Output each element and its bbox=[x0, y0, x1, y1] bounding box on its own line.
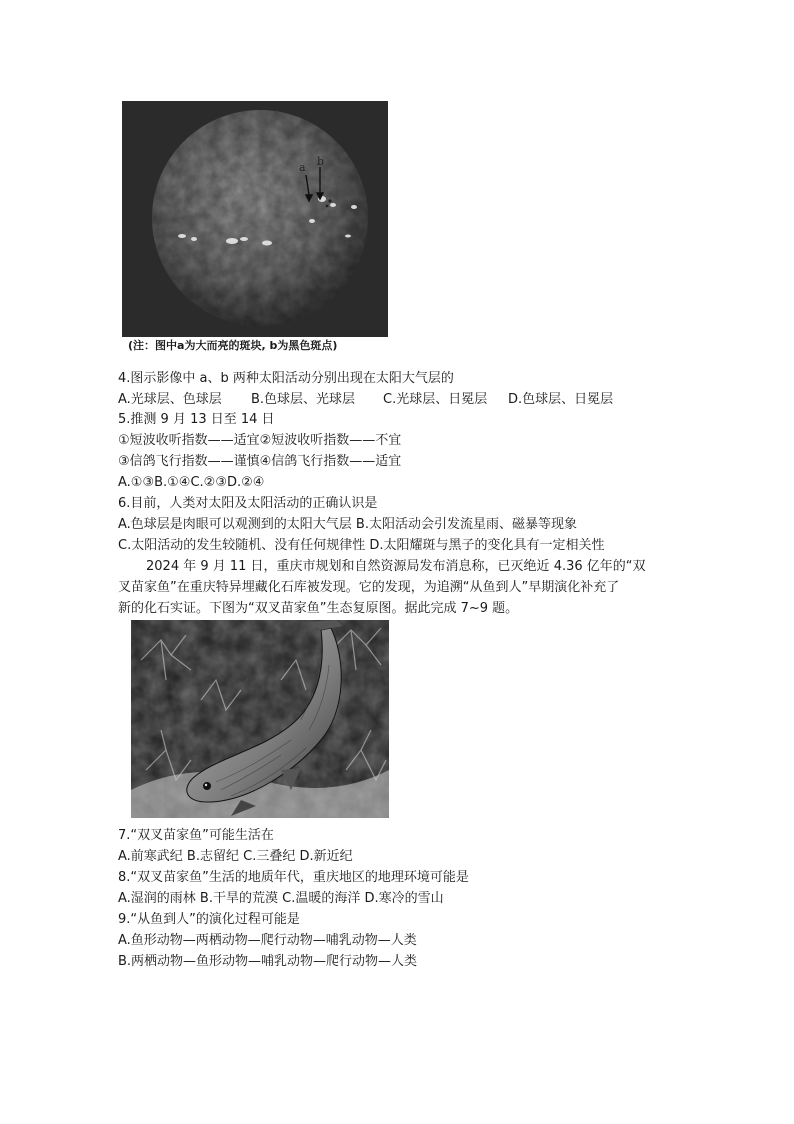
passage-line-3: 新的化石实证。下图为“双叉苗家鱼”生态复原图。据此完成 7~9 题。 bbox=[118, 601, 519, 616]
question-5-line-2: ③信鸽飞行指数——谨慎④信鸽飞行指数——适宜 bbox=[118, 454, 402, 469]
sun-image bbox=[122, 101, 388, 337]
passage-line-1: 2024 年 9 月 11 日，重庆市规划和自然资源局发布消息称，已灭绝近 4.36 亿年的“双 bbox=[146, 559, 646, 574]
question-5-options: A.①③B.①④C.②③D.②④ bbox=[118, 475, 265, 490]
q4-option-a: A.光球层、色球层 bbox=[118, 392, 222, 407]
q4-option-d: D.色球层、日冕层 bbox=[508, 392, 614, 407]
question-6-line-2: C.太阳活动的发生较随机、没有任何规律性 D.太阳耀斑与黑子的变化具有一定相关性 bbox=[118, 538, 605, 553]
question-8-stem: 8.“双叉苗家鱼”生活的地质年代，重庆地区的地理环境可能是 bbox=[118, 870, 469, 885]
q4-option-c: C.光球层、日冕层 bbox=[383, 392, 488, 407]
marker-b: b bbox=[317, 155, 325, 168]
fish-image bbox=[131, 620, 389, 818]
passage-line-2: 叉苗家鱼”在重庆特异埋藏化石库被发现。它的发现，为追溯“从鱼到人”早期演化补充了 bbox=[118, 580, 620, 595]
question-6-line-1: A.色球层是肉眼可以观测到的太阳大气层 B.太阳活动会引发流星雨、磁暴等现象 bbox=[118, 517, 577, 532]
question-4-stem: 4.图示影像中 a、b 两种太阳活动分别出现在太阳大气层的 bbox=[118, 371, 454, 386]
q4-option-b: B.色球层、光球层 bbox=[251, 392, 356, 407]
question-8-options: A.湿润的雨林 B.干旱的荒漠 C.温暖的海洋 D.寒冷的雪山 bbox=[118, 891, 444, 906]
question-7-stem: 7.“双叉苗家鱼”可能生活在 bbox=[118, 828, 274, 843]
question-7-options: A.前寒武纪 B.志留纪 C.三叠纪 D.新近纪 bbox=[118, 849, 353, 864]
question-9-stem: 9.“从鱼到人”的演化过程可能是 bbox=[118, 912, 300, 927]
question-9-option-a: A.鱼形动物—两栖动物—爬行动物—哺乳动物—人类 bbox=[118, 933, 417, 948]
figure-caption: (注：图中a为大而亮的斑块, b为黑色斑点) bbox=[128, 339, 338, 352]
marker-a: a bbox=[299, 161, 306, 174]
question-9-option-b: B.两栖动物—鱼形动物—哺乳动物—爬行动物—人类 bbox=[118, 954, 418, 969]
question-5-line-1: ①短波收听指数——适宜②短波收听指数——不宜 bbox=[118, 433, 402, 448]
question-6-stem: 6.目前，人类对太阳及太阳活动的正确认识是 bbox=[118, 496, 378, 511]
question-5-stem: 5.推测 9 月 13 日至 14 日 bbox=[118, 412, 275, 427]
question-4-options bbox=[118, 390, 613, 410]
